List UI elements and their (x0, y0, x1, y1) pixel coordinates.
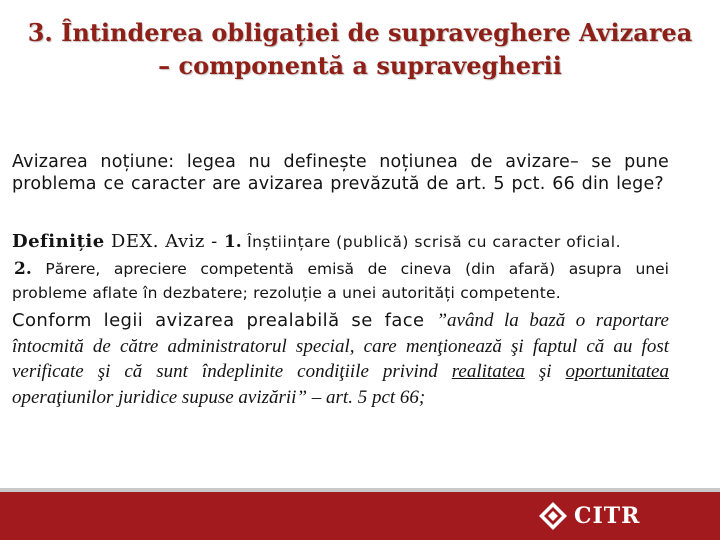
underlined-realitatea: realitatea (451, 361, 525, 382)
slide-title-line1: 3. Întinderea obligației de supraveghere Avizarea (27, 18, 693, 47)
quote-part-3: operaţiunilor juridice supuse avizării” – art. 5 pct 66; (12, 386, 426, 408)
underlined-oportunitatea: oportunitatea (565, 361, 669, 382)
paragraph-conform-legii (12, 308, 669, 410)
slide-title (18, 16, 702, 82)
dex-label: DEX. Aviz - (104, 231, 224, 252)
definition-1-text: Înștiințare (publică) scrisă cu caracter oficial. (241, 233, 622, 251)
citr-diamond-logo-icon (538, 501, 568, 531)
definition-2-text: Părere, apreciere competentă emisă de cineva (din afară) asupra unei (31, 260, 669, 278)
definition-number-1: 1. (223, 232, 242, 252)
definitie-term: Definiție (12, 231, 105, 252)
paragraph-avizarea-notiune: Avizarea noțiune: legea nu definește noțiunea de avizare– se pune problema ce caracter are avizarea prevăzută de art. 5 pct. 66 din lege? (12, 152, 669, 194)
paragraph-definitie-dex (12, 229, 669, 304)
quote-part-2: şi (524, 361, 566, 382)
logo-text: CITR (574, 503, 641, 529)
slide-title-line2: – componentă a supravegherii (158, 51, 562, 80)
quote-part-1: ”având la bază o raportare întocmită de către administratorul special, care menţionează şi faptul că au fost verificate şi că sunt îndeplinite condiţiile privind (12, 310, 669, 382)
definition-number-2: 2. (14, 259, 32, 279)
citr-logo (538, 500, 640, 532)
definition-2-continuation: probleme aflate în dezbatere; rezoluție a unei autorități competente. (12, 284, 561, 302)
paragraph3-lead: Conform legii avizarea prealabilă se face (12, 310, 437, 331)
definition-2-line (12, 257, 669, 282)
